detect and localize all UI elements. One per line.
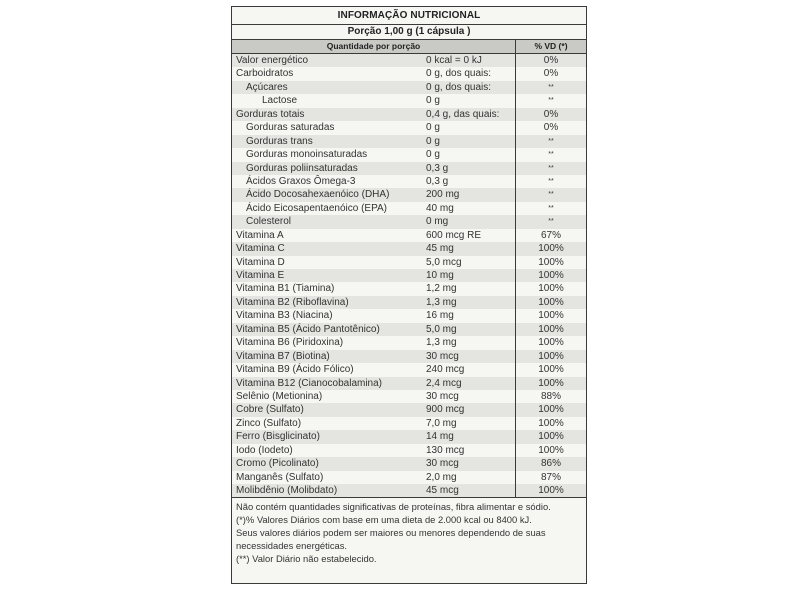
nutrient-amount: 30 mcg — [426, 350, 516, 363]
table-row — [232, 215, 586, 228]
table-row — [232, 336, 586, 349]
nutrient-amount: 1,3 mg — [426, 296, 516, 309]
nutrient-name: Vitamina E — [236, 270, 285, 281]
table-row — [232, 430, 586, 443]
table-row — [232, 81, 586, 94]
table-row — [232, 296, 586, 309]
nutrient-amount: 45 mg — [426, 242, 516, 255]
nutrient-name: Ácido Docosahexaenóico (DHA) — [246, 189, 390, 201]
nutrient-amount: 240 mcg — [426, 363, 516, 376]
table-row — [232, 67, 586, 80]
table-row — [232, 484, 586, 497]
nutrient-daily-value: ** — [548, 191, 554, 199]
nutrient-name: Vitamina B9 (Ácido Fólico) — [236, 364, 354, 376]
nutrient-name: Ferro (Bisglicinato) — [236, 431, 320, 443]
footnote-daily-values: (*)% Valores Diários com base em uma dieta de 2.000 kcal ou 8400 kJ. — [236, 514, 532, 526]
nutrient-daily-value: 100% — [538, 485, 564, 496]
table-row — [232, 403, 586, 416]
nutrient-name: Molibdênio (Molibdato) — [236, 485, 338, 496]
nutrient-amount: 16 mg — [426, 309, 516, 322]
nutrient-daily-value: 100% — [538, 256, 564, 268]
portion-size: Porção 1,00 g (1 cápsula ) — [232, 25, 586, 40]
nutrient-name: Ácido Eicosapentaenóico (EPA) — [246, 202, 388, 214]
table-row — [232, 282, 586, 295]
nutrient-name: Vitamina D — [236, 256, 285, 268]
nutrient-name: Selênio (Metionina) — [236, 390, 323, 402]
table-row — [232, 256, 586, 269]
table-row — [232, 94, 586, 107]
nutrient-daily-value: ** — [548, 177, 554, 185]
table-row — [232, 471, 586, 484]
nutrient-daily-value: ** — [548, 137, 554, 145]
nutrient-daily-value: 100% — [538, 431, 564, 443]
nutrient-amount: 0,4 g, das quais: — [426, 108, 516, 121]
nutrient-daily-value: 67% — [540, 229, 561, 241]
table-row — [232, 377, 586, 390]
table-row — [232, 229, 586, 242]
nutrient-daily-value: 100% — [538, 310, 564, 322]
table-row — [232, 148, 586, 161]
nutrient-daily-value: 100% — [538, 417, 564, 429]
nutrient-daily-value: ** — [548, 218, 554, 226]
nutrient-name: Cobre (Sulfato) — [236, 404, 304, 416]
footnotes — [232, 497, 586, 565]
table-row — [232, 417, 586, 430]
nutrient-daily-value: 100% — [538, 364, 564, 376]
nutrient-amount: 0 g, dos quais: — [426, 81, 516, 94]
nutrient-daily-value: 100% — [538, 283, 564, 295]
nutrient-amount: 30 mcg — [426, 390, 516, 403]
table-header — [232, 40, 586, 54]
nutrient-amount: 130 mcg — [426, 444, 516, 457]
nutrient-daily-value: 0% — [543, 108, 559, 120]
daily-value-header: % VD (*) — [534, 41, 568, 51]
table-row — [232, 444, 586, 457]
table-row — [232, 54, 586, 67]
nutrient-amount: 5,0 mcg — [426, 256, 516, 269]
nutrient-amount: 0,3 g — [426, 162, 516, 175]
nutrient-name: Carboidratos — [236, 68, 294, 80]
nutrient-name: Gorduras saturadas — [246, 122, 335, 134]
nutrient-amount: 14 mg — [426, 430, 516, 443]
nutrient-daily-value: 100% — [538, 243, 564, 255]
nutrient-name: Manganês (Sulfato) — [236, 471, 324, 483]
nutrient-name: Iodo (Iodeto) — [236, 444, 293, 456]
quantity-header: Quantidade por porção — [232, 40, 516, 53]
nutrient-amount: 900 mcg — [426, 403, 516, 416]
nutrient-daily-value: ** — [548, 83, 554, 91]
nutrient-name: Vitamina B2 (Riboflavina) — [236, 296, 349, 308]
nutrition-facts-label — [231, 6, 587, 584]
nutrient-amount: 2,0 mg — [426, 471, 516, 484]
table-row — [232, 121, 586, 134]
nutrient-daily-value: 100% — [538, 323, 564, 335]
nutrient-name: Ácidos Graxos Ômega-3 — [246, 175, 356, 187]
nutrient-daily-value: 88% — [540, 390, 561, 402]
nutrient-amount: 1,2 mg — [426, 282, 516, 295]
table-row — [232, 269, 586, 282]
nutrient-daily-value: 0% — [543, 55, 559, 66]
footnote-no-significant: Não contém quantidades significativas de proteínas, fibra alimentar e sódio. — [236, 501, 551, 513]
nutrient-amount: 5,0 mg — [426, 323, 516, 336]
table-row — [232, 162, 586, 175]
nutrient-name: Zinco (Sulfato) — [236, 417, 302, 429]
table-row — [232, 135, 586, 148]
footnote-not-established: (**) Valor Diário não estabelecido. — [236, 553, 377, 565]
nutrient-amount: 0 g, dos quais: — [426, 67, 516, 80]
table-row — [232, 188, 586, 201]
nutrient-daily-value: 0% — [543, 122, 559, 134]
nutrient-name: Cromo (Picolinato) — [236, 458, 319, 470]
table-row — [232, 457, 586, 470]
table-row — [232, 242, 586, 255]
nutrient-name: Lactose — [262, 95, 298, 107]
nutrient-amount: 1,3 mg — [426, 336, 516, 349]
nutrient-daily-value: ** — [548, 97, 554, 105]
nutrient-amount: 600 mcg RE — [426, 229, 516, 242]
nutrient-daily-value: 100% — [538, 270, 564, 281]
nutrient-name: Vitamina B1 (Tiamina) — [236, 283, 335, 295]
nutrient-amount: 0 g — [426, 135, 516, 148]
table-row — [232, 202, 586, 215]
nutrient-daily-value: 100% — [538, 350, 564, 362]
table-row — [232, 390, 586, 403]
nutrient-amount: 2,4 mcg — [426, 377, 516, 390]
table-row — [232, 323, 586, 336]
nutrient-name: Vitamina B7 (Biotina) — [236, 350, 330, 362]
table-row — [232, 175, 586, 188]
nutrient-daily-value: 87% — [540, 471, 561, 483]
nutrient-name: Gorduras poliinsaturadas — [246, 162, 358, 174]
nutrient-amount: 0 g — [426, 121, 516, 134]
nutrient-amount: 200 mg — [426, 188, 516, 201]
nutrient-daily-value: 100% — [538, 377, 564, 389]
nutrient-name: Vitamina B5 (Ácido Pantotênico) — [236, 323, 380, 335]
nutrient-amount: 0 kcal = 0 kJ — [426, 54, 516, 67]
nutrient-amount: 45 mcg — [426, 484, 516, 497]
nutrient-daily-value: 100% — [538, 404, 564, 416]
nutrient-daily-value: 0% — [543, 68, 559, 80]
table-row — [232, 350, 586, 363]
nutrient-rows — [232, 54, 586, 497]
nutrient-name: Vitamina B12 (Cianocobalamina) — [236, 377, 383, 389]
nutrient-name: Vitamina B3 (Niacina) — [236, 310, 333, 322]
nutrient-daily-value: ** — [548, 164, 554, 172]
nutrient-daily-value: 86% — [540, 458, 561, 470]
nutrient-daily-value: 100% — [538, 337, 564, 349]
nutrient-name: Gorduras totais — [236, 108, 305, 120]
nutrient-amount: 40 mg — [426, 202, 516, 215]
nutrient-name: Açúcares — [246, 81, 288, 93]
table-row — [232, 108, 586, 121]
nutrient-name: Vitamina A — [236, 229, 284, 241]
nutrient-amount: 0 mg — [426, 215, 516, 228]
nutrient-name: Vitamina C — [236, 243, 285, 255]
table-row — [232, 363, 586, 376]
nutrient-daily-value: ** — [548, 204, 554, 212]
nutrient-amount: 10 mg — [426, 269, 516, 282]
nutrient-name: Vitamina B6 (Piridoxina) — [236, 337, 344, 349]
nutrient-name: Gorduras trans — [246, 135, 313, 147]
nutrient-daily-value: 100% — [538, 296, 564, 308]
nutrient-amount: 0 g — [426, 94, 516, 107]
table-row — [232, 309, 586, 322]
nutrient-amount: 0,3 g — [426, 175, 516, 188]
nutrient-amount: 0 g — [426, 148, 516, 161]
footnote-variation: Seus valores diários podem ser maiores ou menores dependendo de suas necessidades energéticas. — [236, 527, 546, 552]
nutrient-amount: 7,0 mg — [426, 417, 516, 430]
nutrient-amount: 30 mcg — [426, 457, 516, 470]
nutrient-name: Gorduras monoinsaturadas — [246, 149, 368, 161]
nutrient-name: Colesterol — [246, 216, 292, 228]
nutrient-daily-value: 100% — [538, 444, 564, 456]
label-title: INFORMAÇÃO NUTRICIONAL — [232, 7, 586, 25]
nutrient-daily-value: ** — [548, 151, 554, 159]
nutrient-name: Valor energético — [236, 55, 309, 66]
